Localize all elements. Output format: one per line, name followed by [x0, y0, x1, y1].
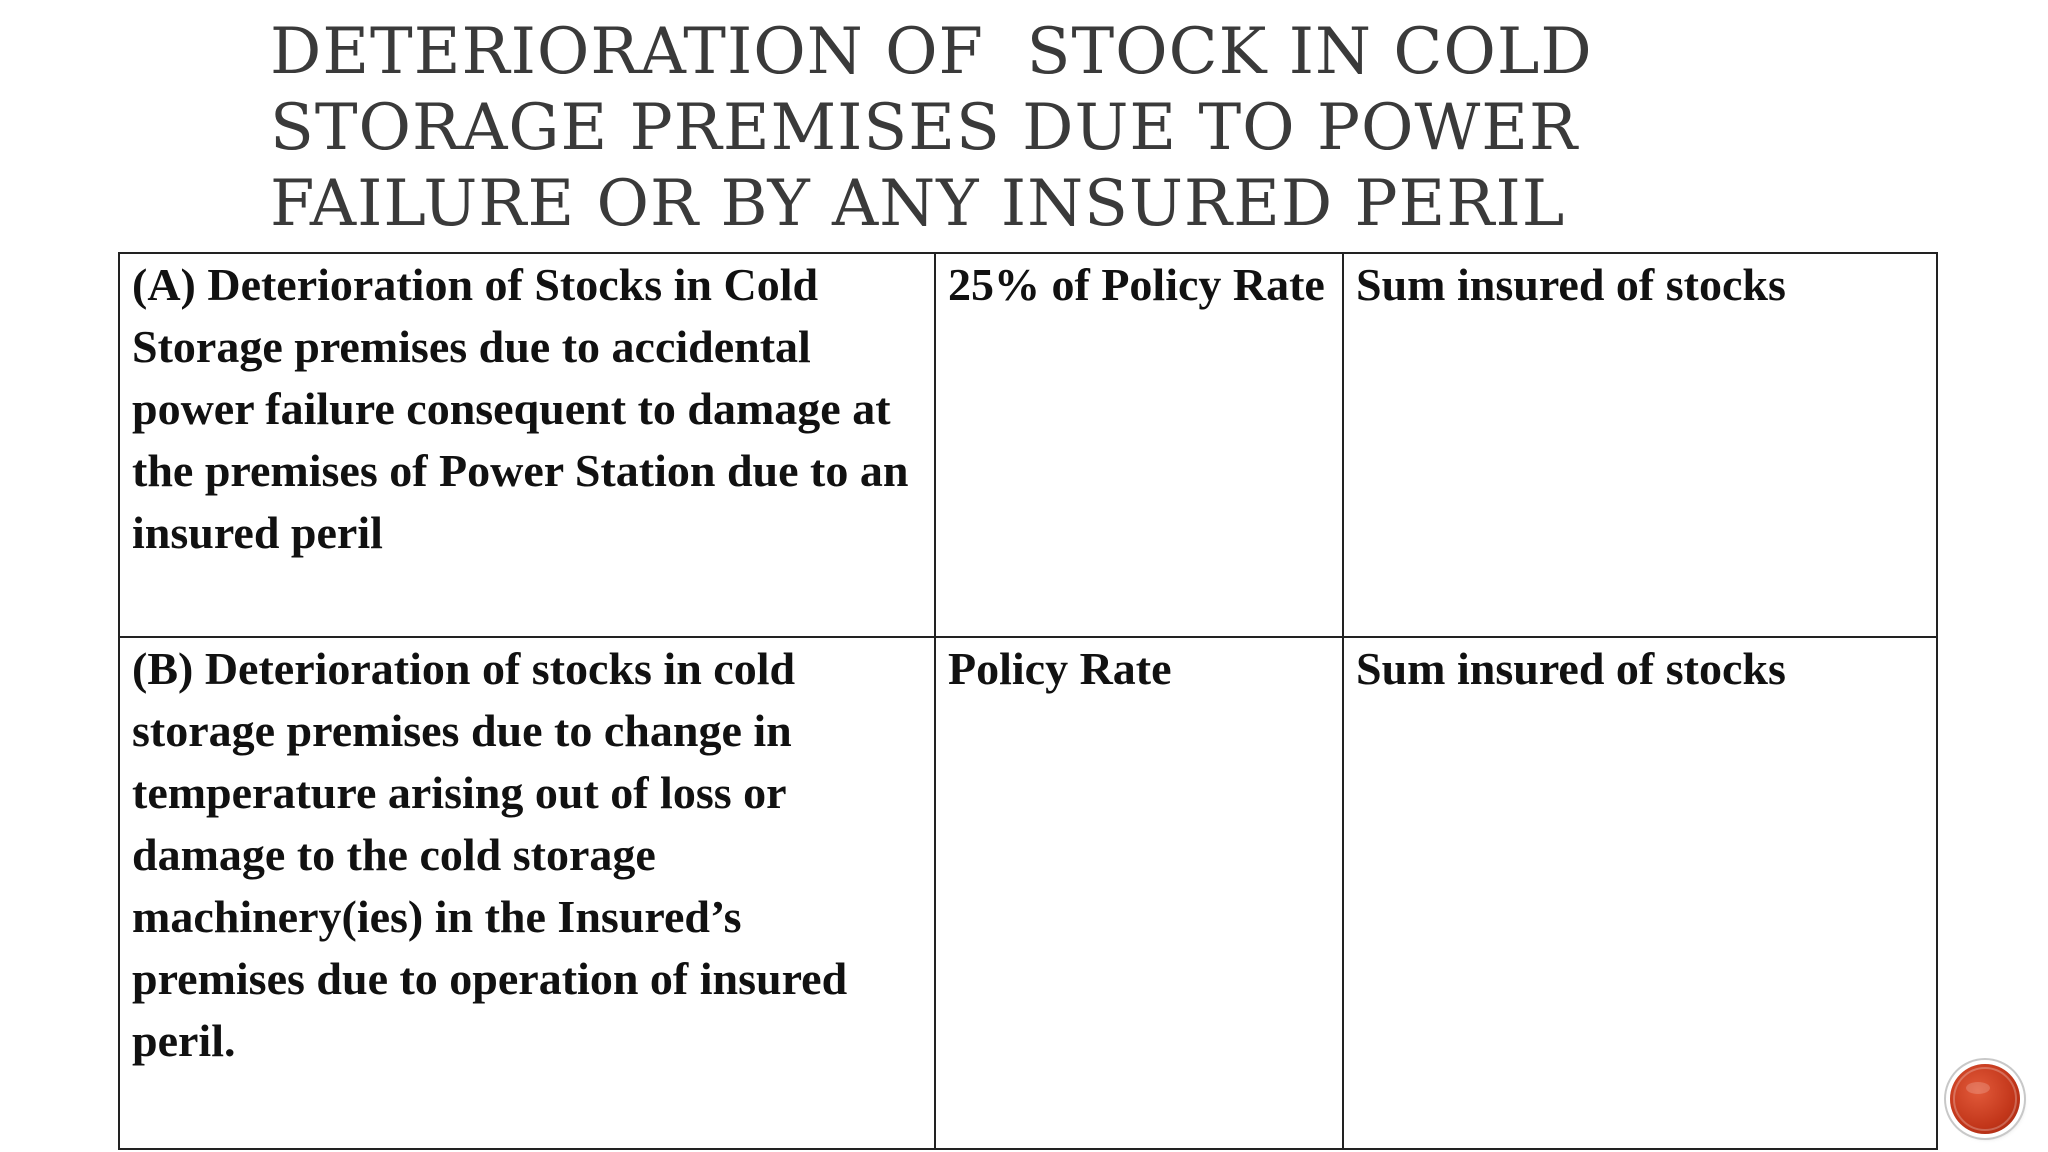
description-cell: (A) Deterioration of Stocks in Cold Storage premises due to accidental power failure consequent to damage at the premises of Power Station due to an insured peril	[119, 253, 935, 637]
table-row	[119, 637, 1937, 1149]
title-line-1: DETERIORATION OF STOCK IN COLD	[270, 15, 1593, 89]
description-cell: (B) Deterioration of stocks in cold storage premises due to change in temperature arising out of loss or damage to the cold storage machinery(ies) in the Insured’s premises due to operation of insured peril.	[119, 637, 935, 1149]
coverage-table	[118, 252, 1938, 1150]
slide-nav-circle-icon	[1950, 1064, 2020, 1134]
title-line-3: FAILURE OR BY ANY INSURED PERIL	[270, 167, 1566, 241]
slide-title	[270, 14, 1970, 242]
table-row	[119, 253, 1937, 637]
slide-nav-button[interactable]	[1950, 1064, 2020, 1134]
sum-insured-cell: Sum insured of stocks	[1343, 253, 1937, 637]
title-line-2: STORAGE PREMISES DUE TO POWER	[270, 91, 1579, 165]
sum-insured-cell: Sum insured of stocks	[1343, 637, 1937, 1149]
rate-cell: 25% of Policy Rate	[935, 253, 1343, 637]
rate-cell: Policy Rate	[935, 637, 1343, 1149]
